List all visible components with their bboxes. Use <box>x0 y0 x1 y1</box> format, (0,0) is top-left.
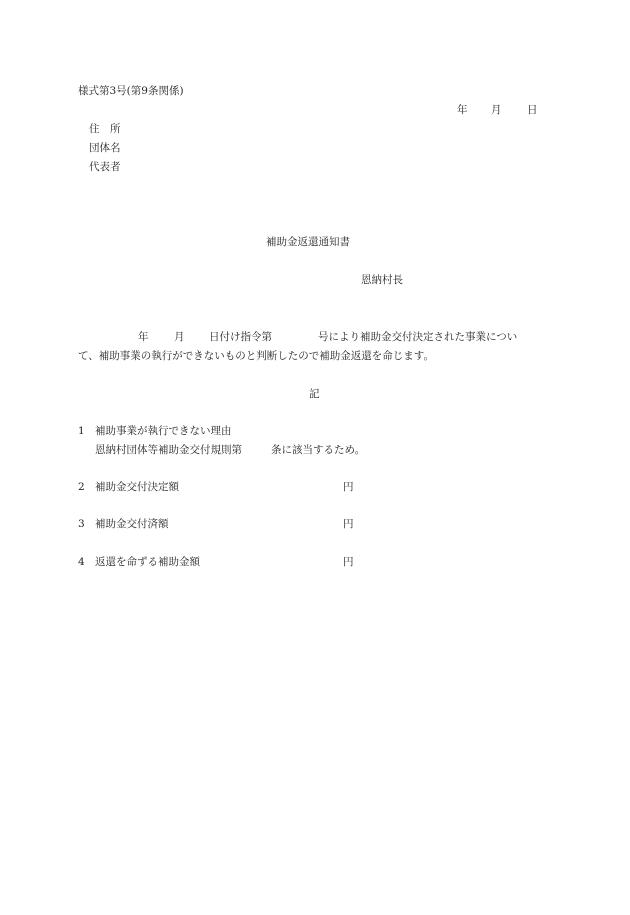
item-1-label: 補助事業が執行できない理由 <box>95 425 232 437</box>
item-4-number: 4 <box>78 556 85 568</box>
item-4-label: 返還を命ずる補助金額 <box>95 556 200 568</box>
recipient-rep-label: 代表者 <box>89 161 121 173</box>
item-3 <box>78 519 558 535</box>
item-1 <box>78 426 558 460</box>
item-3-unit: 円 <box>343 518 354 530</box>
item-3-label: 補助金交付済額 <box>95 518 169 530</box>
form-label: 様式第3号(第9条関係) <box>78 85 184 97</box>
item-1-number: 1 <box>78 425 85 437</box>
document-title: 補助金返還通知書 <box>266 236 350 248</box>
body-month-label: 月 <box>174 331 185 343</box>
item-2-number: 2 <box>78 481 85 493</box>
item-4-unit: 円 <box>343 556 354 568</box>
issuer-name: 恩納村長 <box>361 274 403 286</box>
body-line-2: て、補助事業の執行ができないものと判断したので補助金返還を命じます。 <box>78 350 434 362</box>
ki-heading: 記 <box>309 388 320 400</box>
item-4 <box>78 557 558 573</box>
date-day-label: 日 <box>527 104 538 116</box>
item-1-sub-a: 恩納村団体等補助金交付規則第 <box>95 444 242 456</box>
date-year-label: 年 <box>457 104 468 116</box>
recipient-org-label: 団体名 <box>89 142 121 154</box>
body-text-1: 日付け指令第 <box>209 331 272 343</box>
body-text-2: 号により補助金交付決定された事業につい <box>318 331 518 343</box>
notice-body <box>78 332 558 364</box>
item-1-sub-b: 条に該当するため。 <box>271 444 366 456</box>
date-month-label: 月 <box>491 104 502 116</box>
body-year-label: 年 <box>138 331 149 343</box>
item-2 <box>78 482 558 498</box>
item-3-number: 3 <box>78 518 85 530</box>
recipient-address-label: 住 所 <box>89 123 121 135</box>
item-2-label: 補助金交付決定額 <box>95 481 179 493</box>
item-2-unit: 円 <box>343 481 354 493</box>
